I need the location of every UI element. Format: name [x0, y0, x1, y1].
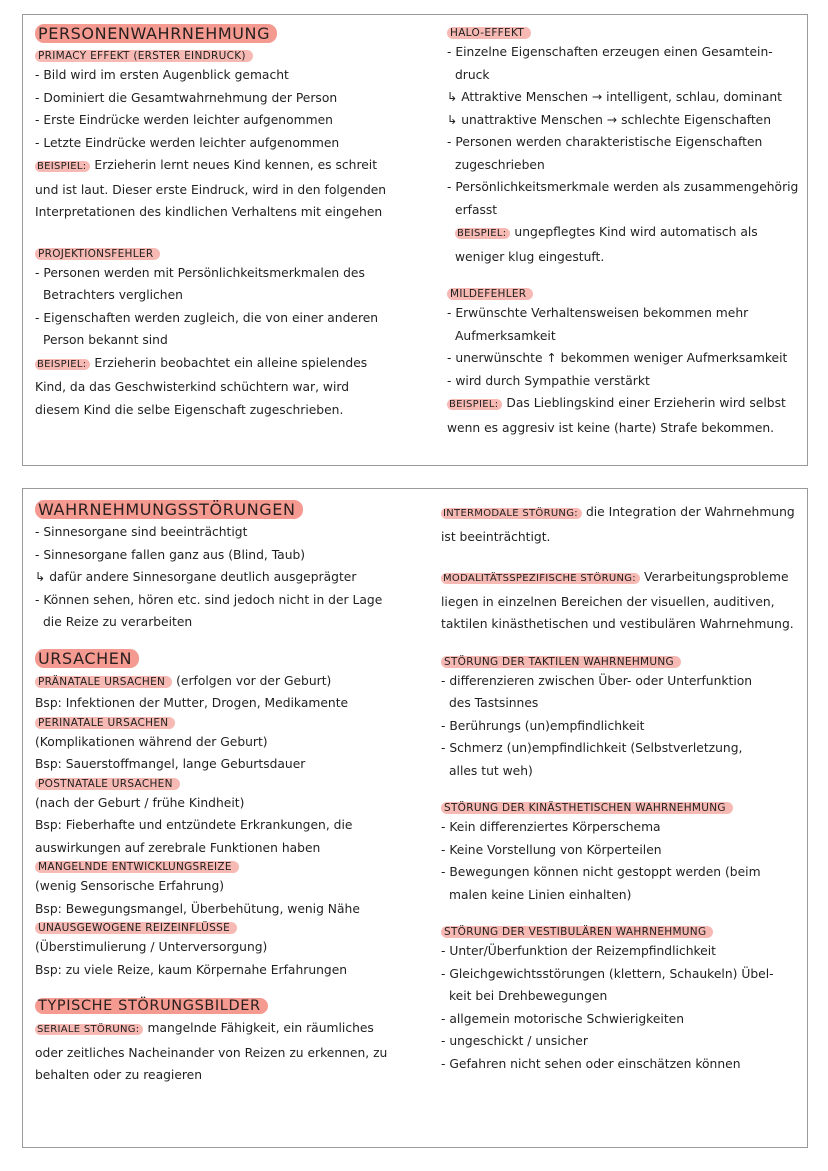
list-item: - Gefahren nicht sehen oder einschätzen können	[441, 1056, 741, 1071]
list-item: alles tut weh)	[449, 763, 533, 778]
list-item: keit bei Drehbewegungen	[449, 989, 608, 1003]
list-item: - Keine Vorstellung von Körperteilen	[441, 842, 662, 857]
list-item: zugeschrieben	[455, 157, 545, 172]
list-item: - Letzte Eindrücke werden leichter aufgenommen	[35, 135, 340, 150]
list-item: - Gleichgewichtsstörungen (klettern, Schaukeln) Übel-	[441, 966, 774, 981]
list-item: - ungeschickt / unsicher	[441, 1034, 588, 1048]
list-item: - Schmerz (un)empfindlichkeit (Selbstverletzung,	[441, 741, 743, 755]
heading-kinaesthetische-wahrnehmung: STÖRUNG DER KINÄSTHETISCHEN WAHRNEHMUNG	[441, 802, 733, 814]
list-item: - Berührungs (un)empfindlichkeit	[441, 718, 645, 733]
section-title-wahrnehmungsstoerungen: WAHRNEHMUNGSSTÖRUNGEN	[35, 500, 303, 519]
example-text: ungepflegtes Kind wird automatisch als weniger klug eingestuft.	[455, 225, 758, 264]
list-item: - Kein differenziertes Körperschema	[441, 820, 661, 834]
list-item: - Können sehen, hören etc. sind jedoch nicht in der Lage	[35, 592, 383, 607]
example-text: Das Lieblingskind einer Erzieherin wird selbst wenn es aggresiv ist keine (harte) Strafe bekommen.	[447, 396, 786, 435]
heading-unausgewogene-reizeinfluesse: UNAUSGEWOGENE REIZEINFLÜSSE	[35, 922, 237, 934]
example-line: Bsp: zu viele Reize, kaum Körpernahe Erfahrungen	[35, 962, 348, 977]
heading-postnatale-ursachen: POSTNATALE URSACHEN	[35, 778, 180, 790]
list-item: - Sinnesorgane sind beeinträchtigt	[35, 525, 248, 539]
note-line: (wenig Sensorische Erfahrung)	[35, 879, 225, 893]
list-item: erfasst	[455, 202, 498, 217]
example-milde	[447, 392, 799, 439]
intermodal-label: INTERMODALE STÖRUNG:	[441, 508, 582, 519]
list-item: ↳ Attraktive Menschen → intelligent, schlau, dominant	[447, 90, 783, 104]
heading-mildefehler: MILDEFEHLER	[447, 288, 533, 300]
list-item: - differenzieren zwischen Über- oder Unterfunktion	[441, 673, 753, 688]
heading-halo-effekt: HALO-EFFEKT	[447, 27, 531, 39]
list-item: - wird durch Sympathie verstärkt	[447, 373, 650, 388]
list-item: - Erwünschte Verhaltensweisen bekommen mehr	[447, 306, 749, 320]
right-column	[441, 501, 797, 1075]
modality-disorder	[441, 566, 797, 636]
list-item: ↳ unattraktive Menschen → schlechte Eigenschaften	[447, 112, 772, 127]
example-projektion	[35, 352, 393, 422]
heading-primacy-effekt: PRIMACY EFFEKT (ERSTER EINDRUCK)	[35, 50, 253, 62]
note-card-personenwahrnehmung	[22, 14, 808, 466]
heading-taktile-wahrnehmung: STÖRUNG DER TAKTILEN WAHRNEHMUNG	[441, 656, 681, 668]
example-label: BEISPIEL:	[455, 228, 510, 239]
note-line: (Komplikationen während der Geburt)	[35, 734, 268, 749]
example-text: Erzieherin beobachtet ein alleine spielendes Kind, da das Geschwisterkind schüchtern war, wird diesem Kind die selbe Eigenschaft zugeschrieben.	[35, 355, 368, 417]
list-item: Person bekannt sind	[43, 333, 168, 347]
list-item: - Einzelne Eigenschaften erzeugen einen Gesamtein-	[447, 45, 773, 59]
serial-label: SERIALE STÖRUNG:	[35, 1024, 143, 1035]
list-item: - Erste Eindrücke werden leichter aufgenommen	[35, 113, 333, 127]
intermodal-text: die Integration der Wahrnehmung ist beeinträchtigt.	[441, 505, 795, 544]
example-line: Bsp: Bewegungsmangel, Überbehütung, wenig Nähe	[35, 901, 360, 916]
list-item: - unerwünschte ↑ bekommen weniger Aufmerksamkeit	[447, 351, 788, 365]
note-text: (erfolgen vor der Geburt)	[176, 673, 332, 688]
note-line: (Überstimulierung / Unterversorgung)	[35, 940, 268, 954]
example-label: BEISPIEL:	[447, 399, 502, 410]
serial-text: mangelnde Fähigkeit, ein räumliches oder zeitliches Nacheinander von Reizen zu erkennen, zu behalten oder zu reagieren	[35, 1021, 388, 1082]
heading-pranatale-ursachen: PRÄNATALE URSACHEN	[35, 676, 172, 688]
list-item: - Eigenschaften werden zugleich, die von einer anderen	[35, 310, 379, 325]
list-item: Betrachters verglichen	[43, 288, 183, 302]
list-item: malen keine Linien einhalten)	[449, 887, 632, 902]
note-card-wahrnehmungsstoerungen	[22, 488, 808, 1148]
heading-perinatale-ursachen: PERINATALE URSACHEN	[35, 717, 175, 729]
list-item: - Bewegungen können nicht gestoppt werden (beim	[441, 865, 761, 879]
serial-disorder	[35, 1017, 393, 1087]
section-title-ursachen: URSACHEN	[35, 649, 139, 668]
list-item: - Bild wird im ersten Augenblick gemacht	[35, 68, 289, 82]
list-item: ↳ dafür andere Sinnesorgane deutlich ausgeprägter	[35, 570, 357, 584]
heading-vestibulaere-wahrnehmung: STÖRUNG DER VESTIBULÄREN WAHRNEHMUNG	[441, 926, 713, 938]
modality-label: MODALITÄTSSPEZIFISCHE STÖRUNG:	[441, 573, 640, 584]
list-item: - Personen werden mit Persönlichkeitsmerkmalen des	[35, 265, 365, 280]
heading-mangelnde-entwicklungsreize: MANGELNDE ENTWICKLUNGSREIZE	[35, 861, 239, 873]
example-label: BEISPIEL:	[35, 359, 90, 370]
example-halo	[447, 221, 799, 268]
intermodal-disorder	[441, 501, 797, 548]
left-column	[35, 499, 393, 1087]
right-column	[447, 25, 799, 439]
list-item: - Personen werden charakteristische Eigenschaften	[447, 135, 763, 149]
list-item: - Persönlichkeitsmerkmale werden als zusammengehörig	[447, 180, 799, 194]
example-label: BEISPIEL:	[35, 161, 90, 172]
example-line: Bsp: Sauerstoffmangel, lange Geburtsdauer	[35, 757, 306, 771]
heading-projektionsfehler: PROJEKTIONSFEHLER	[35, 248, 160, 260]
list-item: die Reize zu verarbeiten	[43, 615, 193, 629]
left-column	[35, 23, 393, 421]
note-line: (nach der Geburt / frühe Kindheit)	[35, 795, 245, 810]
list-item: des Tastsinnes	[449, 696, 539, 710]
list-item: - Dominiert die Gesamtwahrnehmung der Person	[35, 90, 338, 105]
example-line: Bsp: Fieberhafte und entzündete Erkrankungen, die	[35, 818, 353, 832]
list-item: druck	[455, 67, 490, 82]
modality-text: Verarbeitungsprobleme liegen in einzelnen Bereichen der visuellen, auditiven, taktilen kinästhetischen und vestibulären Wahrnehmung.	[441, 570, 794, 631]
list-item: - Sinnesorgane fallen ganz aus (Blind, Taub)	[35, 547, 306, 562]
list-item: - allgemein motorische Schwierigkeiten	[441, 1011, 685, 1026]
example-line: auswirkungen auf zerebrale Funktionen haben	[35, 840, 321, 855]
section-title-personenwahrnehmung: PERSONENWAHRNEHMUNG	[35, 24, 277, 43]
section-title-typische-stoerungsbilder: TYPISCHE STÖRUNGSBILDER	[35, 998, 268, 1014]
list-item: - Unter/Überfunktion der Reizempfindlichkeit	[441, 944, 716, 958]
list-item: Aufmerksamkeit	[455, 328, 556, 343]
example-line: Bsp: Infektionen der Mutter, Drogen, Medikamente	[35, 696, 349, 710]
example-text: Erzieherin lernt neues Kind kennen, es schreit und ist laut. Dieser erste Eindruck, wird in den folgenden Interpretationen des kindlichen Verhaltens mit eingehen	[35, 158, 387, 219]
example-primacy	[35, 154, 393, 224]
